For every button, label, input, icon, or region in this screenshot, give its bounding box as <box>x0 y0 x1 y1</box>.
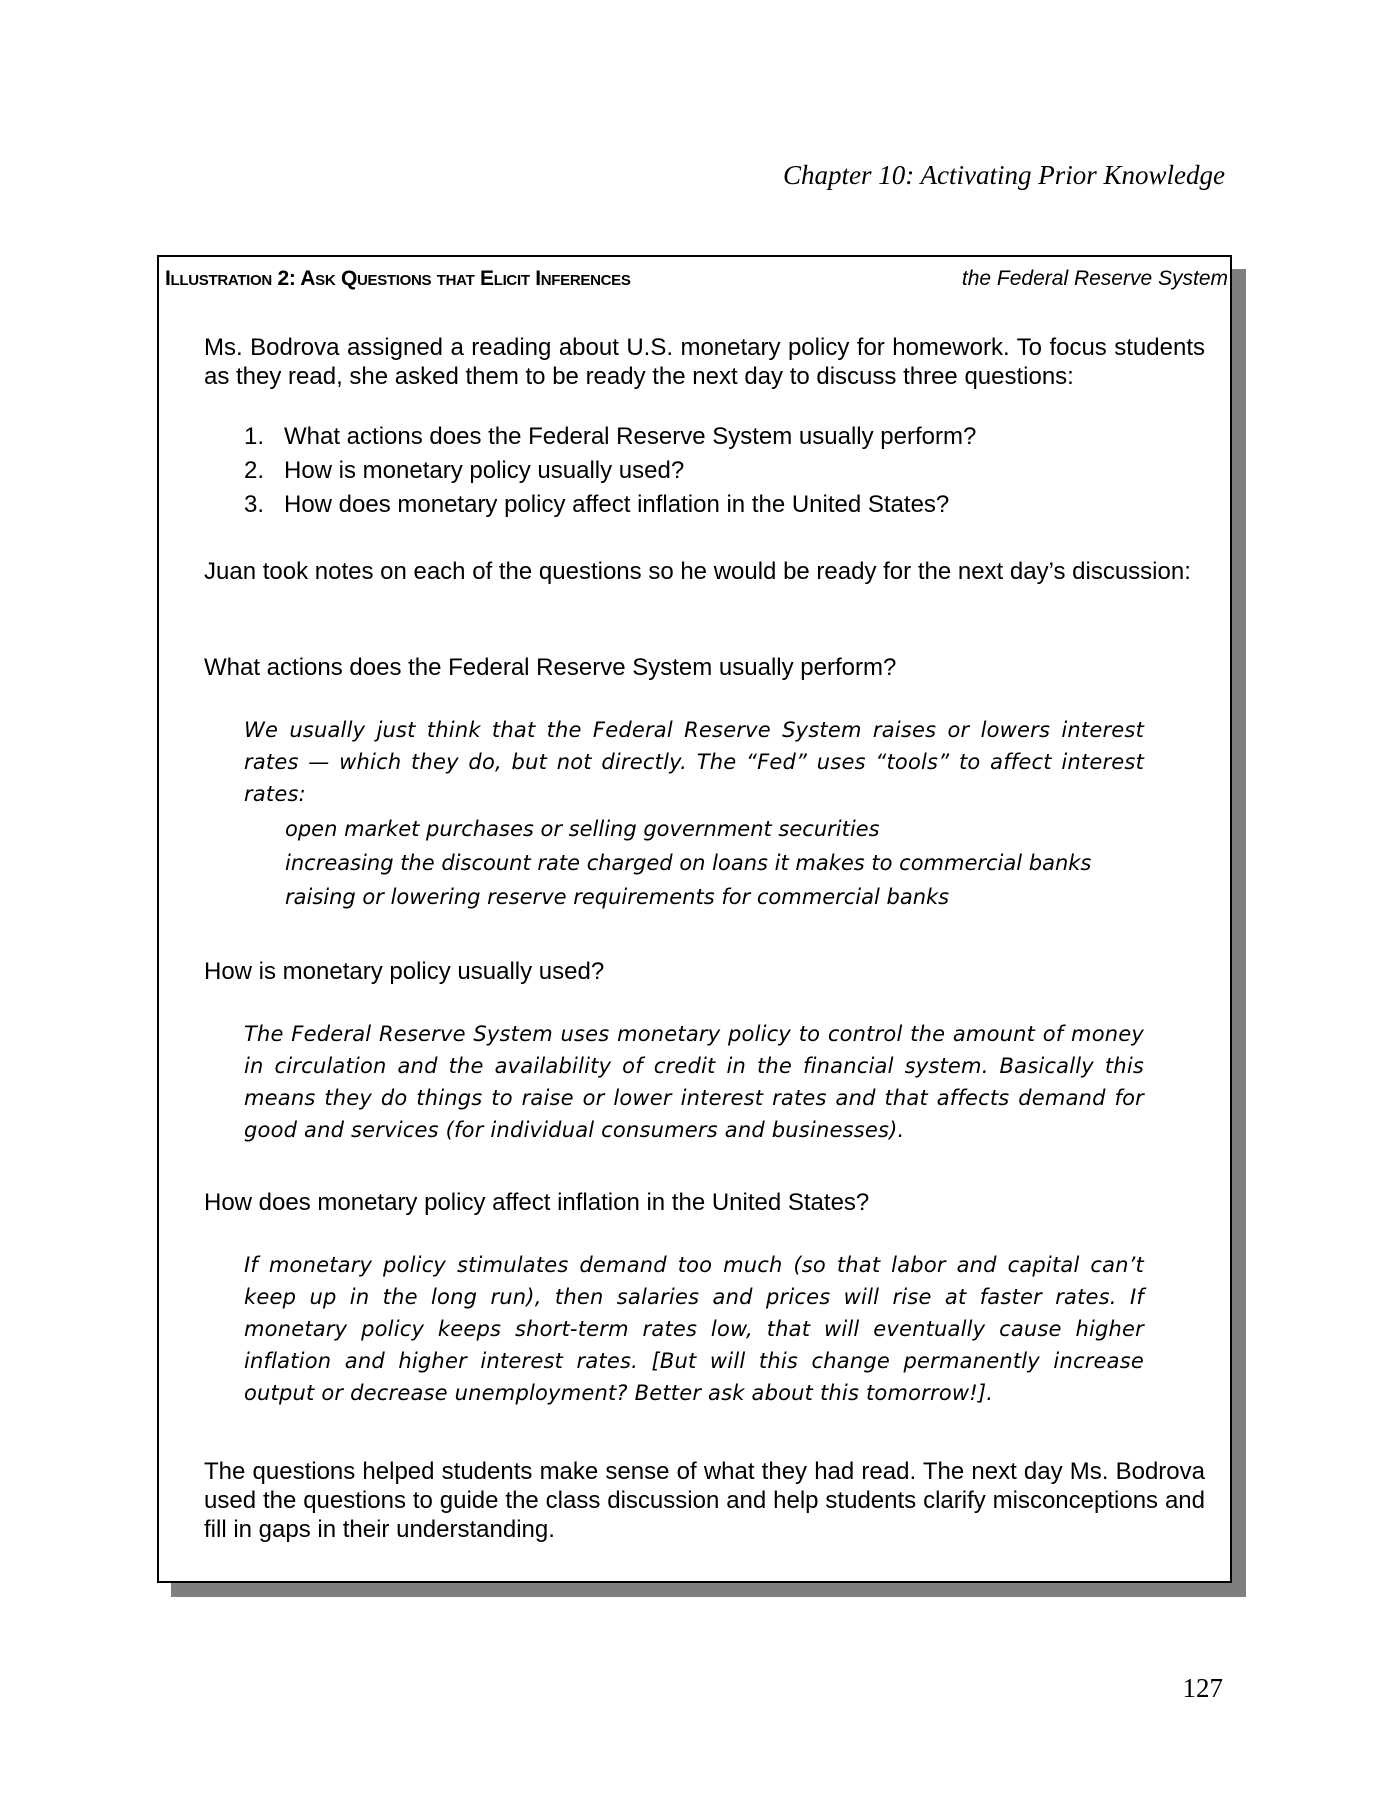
illustration-header <box>165 267 1228 297</box>
section-question-3: How does monetary policy affect inflation in the United States? <box>204 1189 870 1216</box>
page-number: 127 <box>1182 1673 1223 1703</box>
question-number: 3. <box>244 491 265 518</box>
notes-intro: Juan took notes on each of the questions so he would be ready for the next day’s discussion: <box>204 558 1191 585</box>
section-answer-1: We usually just think that the Federal Reserve System raises or lowers interest rates — which they do, but not directly. The “Fed” uses “tools” to affect interest rates: <box>244 718 1144 806</box>
question-item <box>244 488 976 522</box>
tool-item: increasing the discount rate charged on loans it makes to commercial banks <box>285 851 1092 875</box>
illustration-title: Illustration 2: Ask Questions that Elicit Inferences <box>165 267 631 290</box>
tools-list <box>285 812 1091 914</box>
section-answer-3: If monetary policy stimulates demand too much (so that labor and capital can’t keep up in the long run), then salaries and prices will rise at faster rates. If monetary policy keeps short-term rates low, that will eventually cause higher inflation and higher interest rates. [But will this change permanently increase output or decrease unemployment? Better ask about this tomorrow!]. <box>244 1253 1144 1405</box>
illustration-topic: the Federal Reserve System <box>961 267 1228 290</box>
question-item <box>244 420 976 454</box>
section-question-2: How is monetary policy usually used? <box>204 958 605 985</box>
tool-item: open market purchases or selling government securities <box>285 817 880 841</box>
question-text: How is monetary policy usually used? <box>284 457 685 484</box>
question-number: 1. <box>244 423 265 450</box>
conclusion-paragraph: The questions helped students make sense of what they had read. The next day Ms. Bodrova used the questions to guide the class discussion and help students clarify misconceptions and fill in gaps in their understanding. <box>204 1458 1205 1543</box>
section-answer-2: The Federal Reserve System uses monetary policy to control the amount of money in circulation and the availability of credit in the financial system. Basically this means they do things to raise or lower interest rates and that affects demand for good and services (for individual consumers and businesses). <box>244 1022 1144 1142</box>
tool-item: raising or lowering reserve requirements for commercial banks <box>285 885 950 909</box>
section-question-1: What actions does the Federal Reserve System usually perform? <box>204 654 897 681</box>
question-number: 2. <box>244 457 265 484</box>
illustration-box <box>157 255 1232 1583</box>
question-list <box>244 420 976 522</box>
question-item <box>244 454 976 488</box>
running-head: Chapter 10: Activating Prior Knowledge <box>783 160 1225 190</box>
question-text: How does monetary policy affect inflation in the United States? <box>284 491 950 518</box>
question-text: What actions does the Federal Reserve System usually perform? <box>284 423 977 450</box>
intro-paragraph: Ms. Bodrova assigned a reading about U.S. monetary policy for homework. To focus students as they read, she asked them to be ready the next day to discuss three questions: <box>204 334 1205 390</box>
